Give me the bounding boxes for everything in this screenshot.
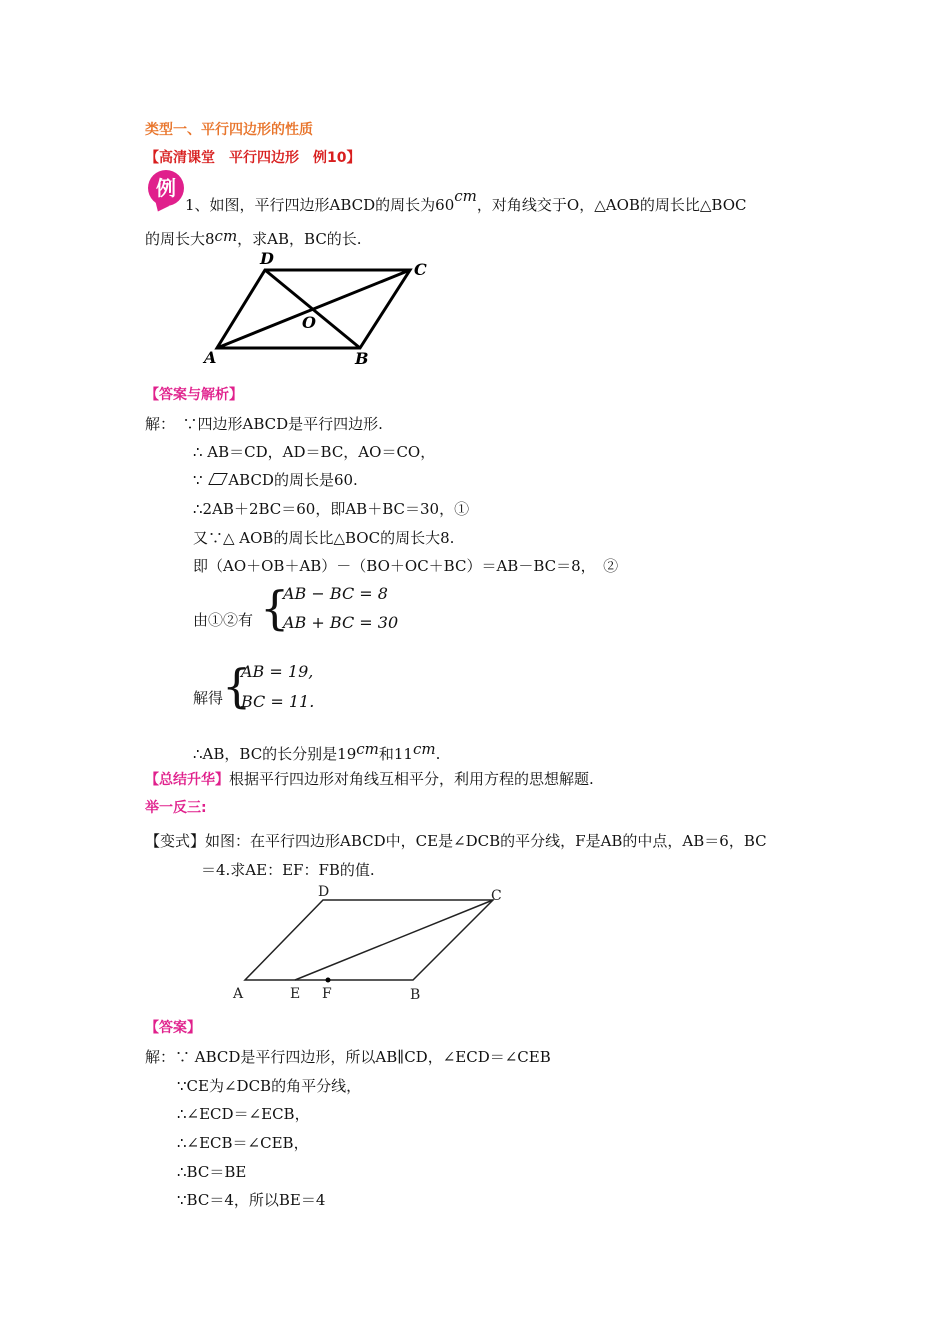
- example-badge: 例: [148, 170, 184, 206]
- problem1-line1: 1、如图，平行四边形ABCD的周长为60cm，对角线交于O，△AOB的周长比△BOC: [185, 187, 747, 214]
- solution-line-2: ∵ ABCD的周长是60.: [193, 471, 358, 489]
- label-a: A: [233, 986, 244, 1002]
- parallelogram-symbol: [209, 473, 229, 485]
- label-b: B: [355, 349, 369, 368]
- figure-parallelogram-bisector: [225, 882, 515, 1004]
- unit-cm: cm: [454, 187, 477, 205]
- label-c: C: [414, 260, 427, 279]
- system1-eq2: AB + BC = 30: [283, 613, 399, 632]
- label-b: B: [410, 987, 421, 1003]
- system1-label: 由①②有: [193, 611, 254, 629]
- answer-analysis-header: 【答案与解析】: [145, 387, 243, 403]
- label-c: C: [491, 888, 502, 904]
- answer2-line-5: ∵BC＝4，所以BE＝4: [177, 1191, 326, 1209]
- variant-line-1: 【变式】如图：在平行四边形ABCD中，CE是∠DCB的平分线，F是AB的中点，AB＝6，BC: [145, 832, 767, 850]
- system2-eq2: BC = 11.: [241, 692, 315, 711]
- bisector-ce: [295, 900, 493, 980]
- system2-brace: {: [222, 659, 252, 713]
- answer2-header: 【答案】: [145, 1020, 201, 1036]
- answer2-line-1: ∵CE为∠DCB的角平分线，: [177, 1077, 362, 1095]
- problem1-line2: 的周长大8cm，求AB，BC的长.: [145, 227, 362, 248]
- section-title: 类型一、平行四边形的性质: [145, 122, 313, 138]
- figure-parallelogram-diagonals: [200, 248, 440, 368]
- summary-header: 【总结升华】: [145, 772, 229, 788]
- system2-eq1: AB = 19,: [241, 662, 314, 681]
- answer2-line-4: ∴BC＝BE: [177, 1163, 247, 1181]
- label-a: A: [204, 348, 217, 367]
- unit-cm: cm: [214, 227, 238, 245]
- point-f: [326, 978, 331, 983]
- practice-header: 举一反三:: [145, 800, 207, 816]
- solution-line-4: 又∵△ AOB的周长比△BOC的周长大8.: [193, 529, 455, 547]
- answer2-line-3: ∴∠ECB＝∠CEB，: [177, 1134, 309, 1152]
- system1-brace: {: [260, 581, 290, 635]
- system2-label: 解得: [193, 689, 224, 707]
- solution-line-1: ∴ AB＝CD，AD＝BC，AO＝CO，: [193, 443, 436, 461]
- solution-line-0: 解： ∵四边形ABCD是平行四边形.: [145, 415, 383, 433]
- variant-line-2: ＝4.求AE：EF：FB的值.: [201, 861, 375, 879]
- diagonal-bd: [265, 270, 360, 348]
- system1-eq1: AB − BC = 8: [283, 584, 388, 603]
- label-o: O: [302, 313, 316, 332]
- lesson-reference: 【高清课堂 平行四边形 例10】: [145, 150, 361, 166]
- parallelogram-abcd: [245, 900, 493, 980]
- solution-line-5: 即（AO＋OB＋AB）－（BO＋OC＋BC）＝AB－BC＝8， ②: [193, 557, 619, 575]
- label-d: D: [318, 884, 330, 900]
- answer2-line-0: 解：∵ ABCD是平行四边形，所以AB∥CD，∠ECD＝∠CEB: [145, 1048, 551, 1066]
- summary-line: [145, 769, 594, 790]
- label-d: D: [260, 249, 274, 268]
- solution-line-3: ∴2AB＋2BC＝60，即AB＋BC＝30，①: [193, 500, 470, 518]
- summary-text: 根据平行四边形对角线互相平分，利用方程的思想解题.: [229, 770, 594, 788]
- solution-final: ∴AB，BC的长分别是19cm和11cm.: [193, 740, 441, 763]
- label-e: E: [290, 986, 301, 1002]
- label-f: F: [322, 986, 332, 1002]
- answer2-line-2: ∴∠ECD＝∠ECB，: [177, 1105, 310, 1123]
